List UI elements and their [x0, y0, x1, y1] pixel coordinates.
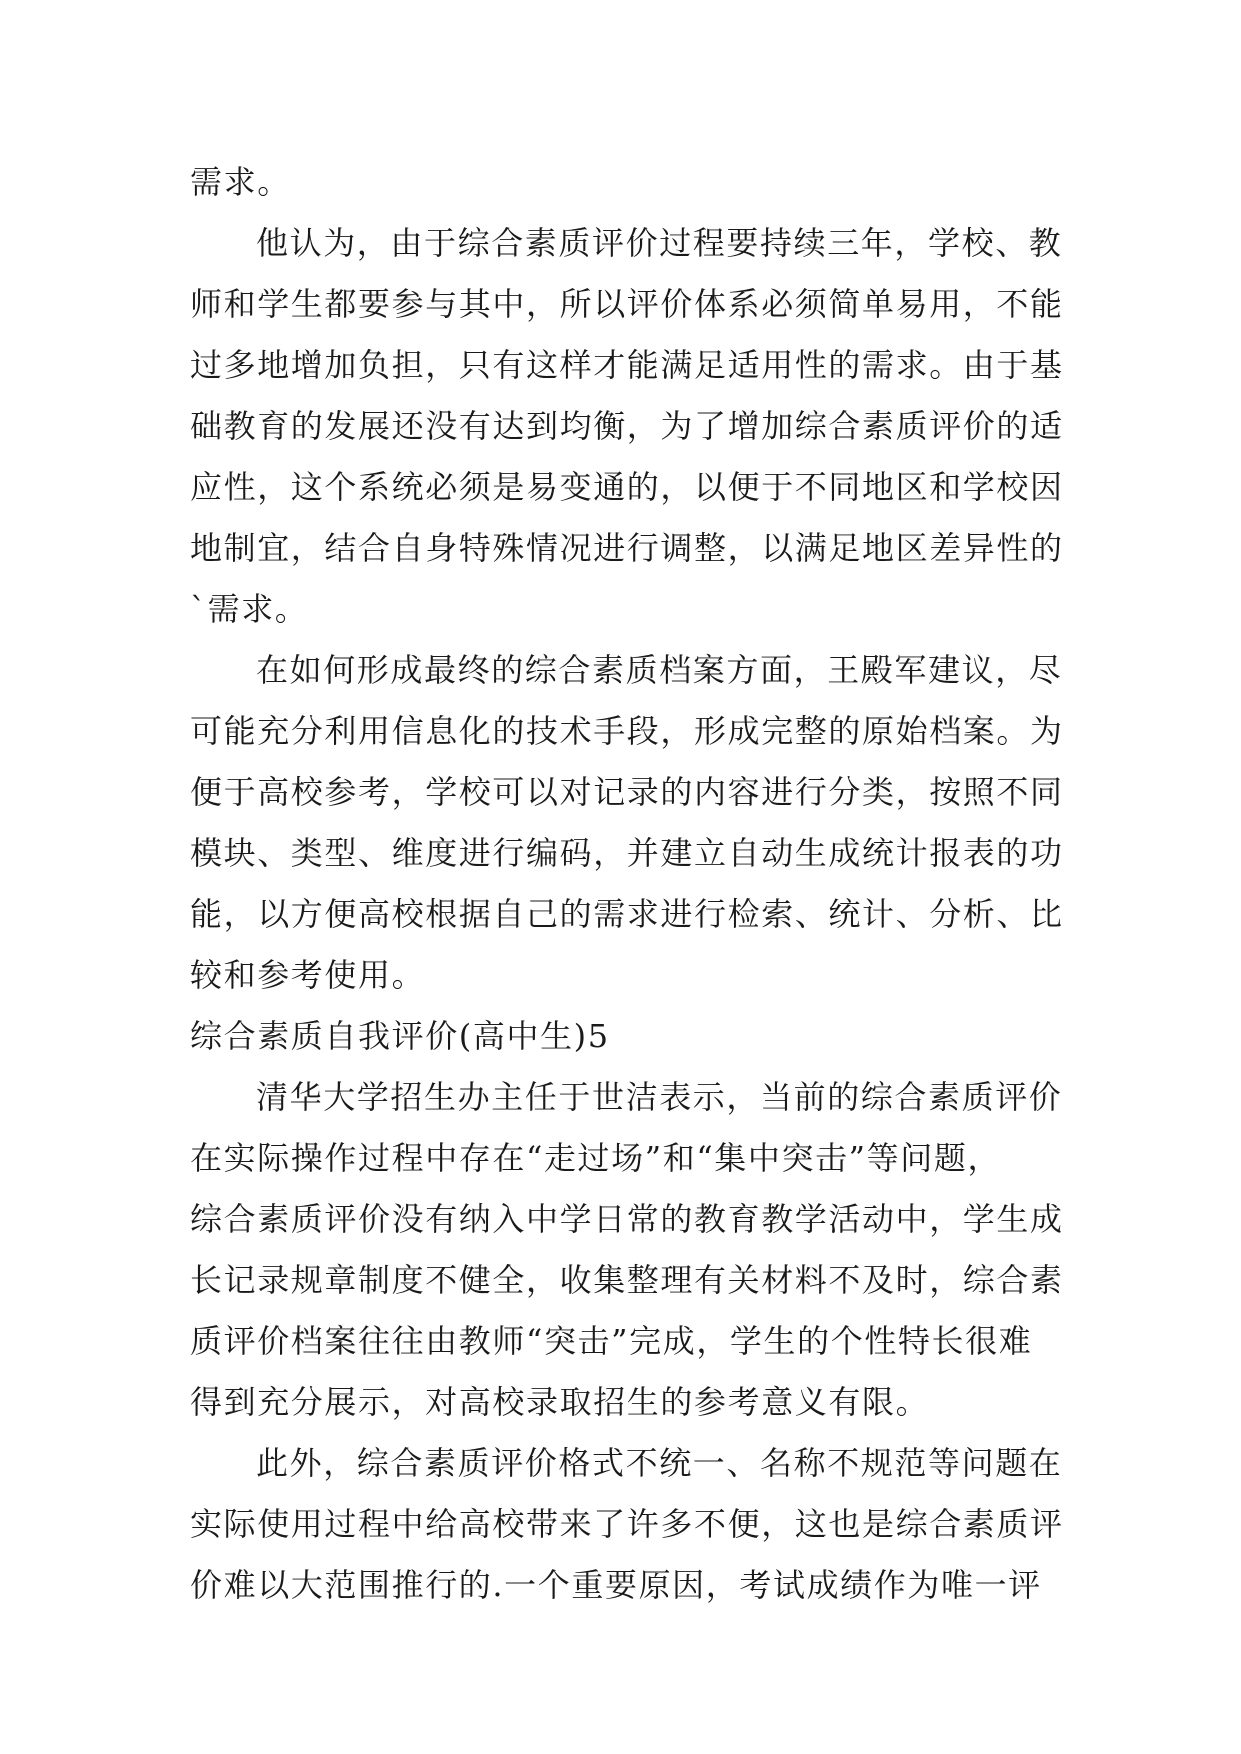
- text-line: 价难以大范围推行的.一个重要原因，考试成绩作为唯一评: [190, 1566, 1042, 1604]
- document-page: [190, 162, 1064, 1605]
- text-line: 师和学生都要参与其中，所以评价体系必须简单易用，不能: [190, 285, 1064, 323]
- text-line: 能，以方便高校根据自己的需求进行检索、统计、分析、比: [190, 895, 1064, 933]
- text-line: 实际使用过程中给高校带来了许多不便，这也是综合素质评: [190, 1505, 1064, 1543]
- text-line: 他认为，由于综合素质评价过程要持续三年，学校、教: [256, 224, 1063, 262]
- text-line: 质评价档案往往由教师“突击”完成，学生的个性特长很难: [190, 1322, 1033, 1360]
- text-line: 可能充分利用信息化的技术手段，形成完整的原始档案。为: [190, 712, 1064, 750]
- paragraph-2: [190, 223, 1064, 629]
- text-line: 模块、类型、维度进行编码，并建立自动生成统计报表的功: [190, 834, 1064, 872]
- text-line: `需求。: [190, 590, 309, 628]
- section-heading: [190, 1016, 1060, 1056]
- text-line: 应性，这个系统必须是易变通的，以便于不同地区和学校因: [190, 468, 1064, 506]
- paragraph-1: [190, 162, 1060, 202]
- paragraph-5: [190, 1443, 1064, 1605]
- text-line: 在实际操作过程中存在“走过场”和“集中突击”等问题，: [190, 1139, 1002, 1177]
- text-line: 清华大学招生办主任于世洁表示，当前的综合素质评价: [256, 1078, 1063, 1116]
- text-line: 需求。: [190, 163, 291, 201]
- section-heading-text: 综合素质自我评价(高中生)5: [190, 1017, 610, 1055]
- paragraph-4: [190, 1077, 1064, 1422]
- text-line: 便于高校参考，学校可以对记录的内容进行分类，按照不同: [190, 773, 1064, 811]
- text-line: 在如何形成最终的综合素质档案方面，王殿军建议，尽: [256, 651, 1063, 689]
- text-line: 地制宜，结合自身特殊情况进行调整，以满足地区差异性的: [190, 529, 1064, 567]
- text-line: 较和参考使用。: [190, 956, 426, 994]
- text-line: 过多地增加负担，只有这样才能满足适用性的需求。由于基: [190, 346, 1064, 384]
- text-line: 长记录规章制度不健全，收集整理有关材料不及时，综合素: [190, 1261, 1064, 1299]
- paragraph-3: [190, 650, 1064, 995]
- text-line: 此外，综合素质评价格式不统一、名称不规范等问题在: [256, 1444, 1063, 1482]
- text-line: 综合素质评价没有纳入中学日常的教育教学活动中，学生成: [190, 1200, 1064, 1238]
- text-line: 得到充分展示，对高校录取招生的参考意义有限。: [190, 1383, 930, 1421]
- text-line: 础教育的发展还没有达到均衡，为了增加综合素质评价的适: [190, 407, 1064, 445]
